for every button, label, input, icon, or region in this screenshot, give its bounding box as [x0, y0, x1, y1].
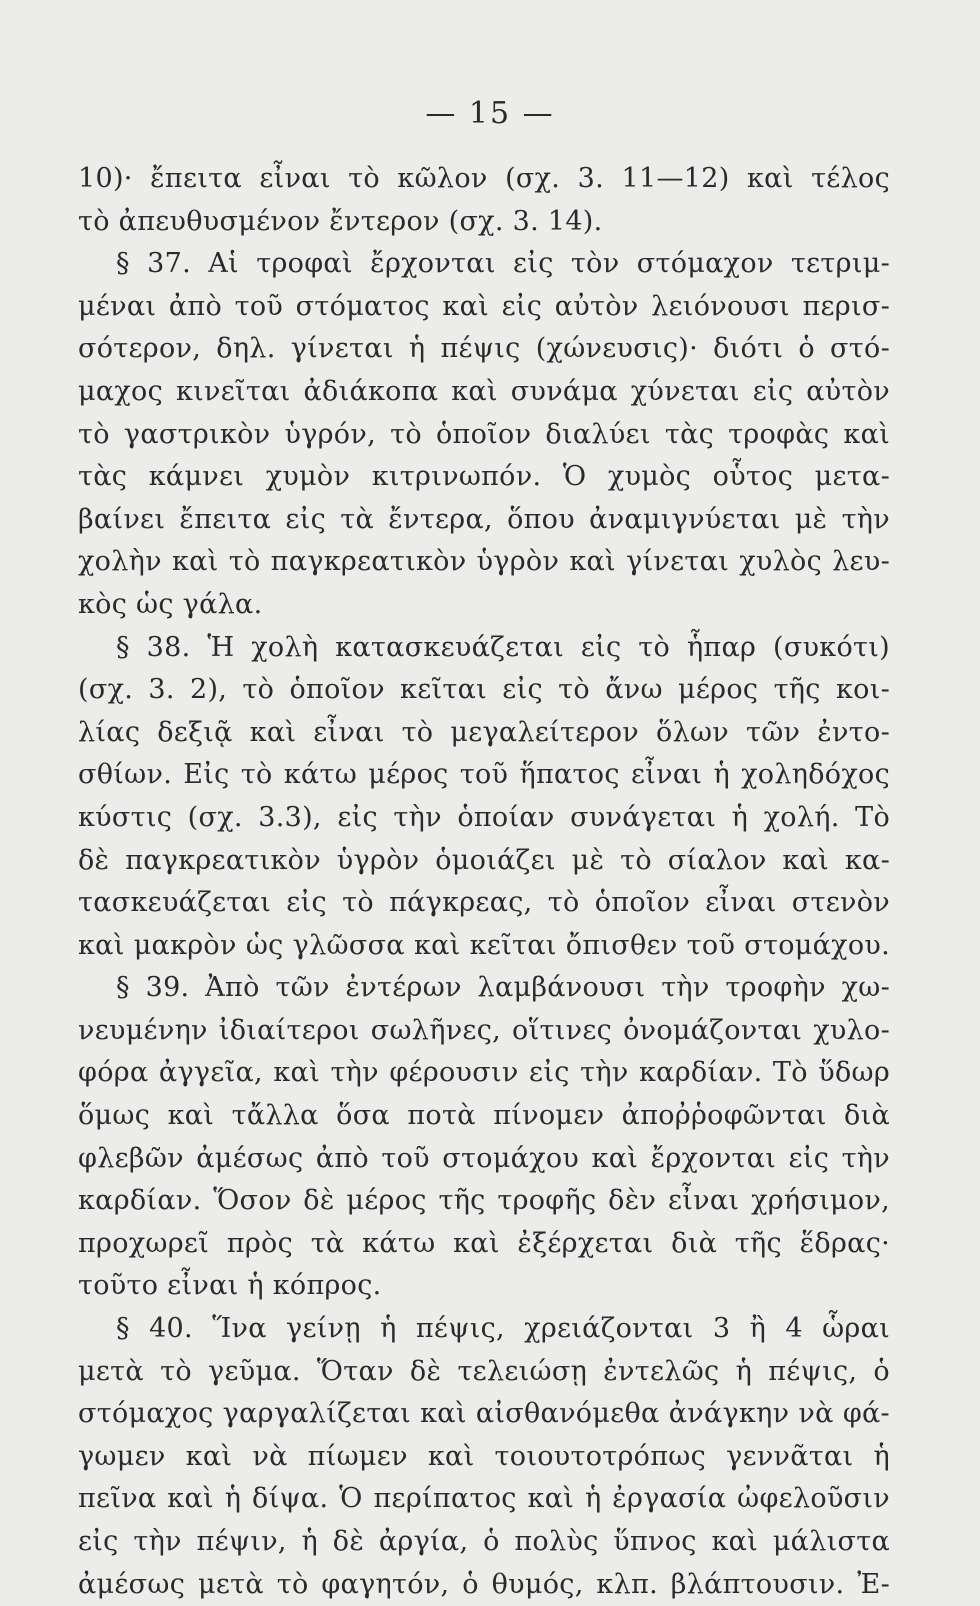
text-line: στόμαχος γαργαλίζεται καὶ αἰσθανόμεθα ἀνάγκην νὰ φά- — [78, 1398, 890, 1430]
text-line: δὲ παγκρεατικὸν ὑγρὸν ὁμοιάζει μὲ τὸ σίαλον καὶ κα- — [78, 844, 890, 876]
text-line: λίας δεξιᾷ καὶ εἶναι τὸ μεγαλείτερον ὅλων τῶν ἐντο- — [78, 716, 890, 748]
text-line: βαίνει ἔπειτα εἰς τὰ ἔντερα, ὅπου ἀναμιγνύεται μὲ τὴν — [78, 503, 890, 535]
text-line: ἀμέσως μετὰ τὸ φαγητόν, ὁ θυμός, κλπ. βλάπτουσιν. Ἐ- — [78, 1568, 890, 1600]
text-line: φλεβῶν ἀμέσως ἀπὸ τοῦ στομάχου καὶ ἔρχονται εἰς τὴν — [78, 1142, 890, 1174]
text-line: εἰς τὴν πέψιν, ἡ δὲ ἀργία, ὁ πολὺς ὕπνος καὶ μάλιστα — [78, 1526, 890, 1557]
text-line: τοῦτο εἶναι ἡ κόπρος. — [78, 1270, 382, 1302]
text-line: § 37. Αἱ τροφαὶ ἔρχονται εἰς τὸν στόμαχον τετριμ- — [116, 248, 890, 280]
text-line: σότερον, δηλ. γίνεται ἡ πέψις (χώνευσις)· διότι ὁ στό- — [78, 333, 890, 365]
text-line: νευμένην ἰδιαίτεροι σωλῆνες, οἵτινες ὀνομάζονται χυλο- — [78, 1014, 890, 1046]
text-line: μαχος κινεῖται ἀδιάκοπα καὶ συνάμα χύνεται εἰς αὐτὸν — [78, 375, 890, 407]
text-line: 10)· ἔπειτα εἶναι τὸ κῶλον (σχ. 3. 11—12) καὶ τέλος — [78, 163, 890, 194]
text-line: μέναι ἀπὸ τοῦ στόματος καὶ εἰς αὐτὸν λειόνουσι περισ- — [78, 290, 890, 322]
text-line: ὅμως καὶ τἄλλα ὅσα ποτὰ πίνομεν ἀποῤῥοφῶνται διὰ — [78, 1100, 890, 1132]
text-line: χολὴν καὶ τὸ παγκρεατικὸν ὑγρὸν καὶ γίνεται χυλὸς λευ- — [78, 546, 890, 578]
text-line: § 38. Ἡ χολὴ κατασκευάζεται εἰς τὸ ἧπαρ (συκότι) — [116, 631, 890, 663]
text-line: τὰς κάμνει χυμὸν κιτρινωπόν. Ὁ χυμὸς οὗτος μετα- — [78, 461, 890, 493]
text-line: κύστις (σχ. 3.3), εἰς τὴν ὁποίαν συνάγεται ἡ χολή. Τὸ — [78, 801, 890, 833]
text-line: (σχ. 3. 2), τὸ ὁποῖον κεῖται εἰς τὸ ἄνω μέρος τῆς κοι- — [78, 674, 890, 706]
text-line: μετὰ τὸ γεῦμα. Ὅταν δὲ τελειώσῃ ἐντελῶς ἡ πέψις, ὁ — [78, 1355, 890, 1387]
body-text — [78, 158, 890, 1606]
page-number: — 15 — — [425, 96, 555, 131]
text-line: σθίων. Εἰς τὸ κάτω μέρος τοῦ ἥπατος εἶναι ἡ χοληδόχος — [78, 759, 890, 791]
text-line: τὸ ἀπευθυσμένον ἔντερον (σχ. 3. 14). — [78, 205, 603, 237]
text-line: κὸς ὡς γάλα. — [78, 588, 263, 620]
text-line: πεῖνα καὶ ἡ δίψα. Ὁ περίπατος καὶ ἡ ἐργασία ὠφελοῦσιν — [78, 1483, 890, 1515]
text-line: καὶ μακρὸν ὡς γλῶσσα καὶ κεῖται ὄπισθεν τοῦ στομάχου. — [78, 929, 890, 961]
text-line: § 40. Ἵνα γείνῃ ἡ πέψις, χρειάζονται 3 ἢ 4 ὧραι — [116, 1313, 890, 1345]
text-line: προχωρεῖ πρὸς τὰ κάτω καὶ ἐξέρχεται διὰ τῆς ἕδρας· — [78, 1227, 890, 1259]
text-line: καρδίαν. Ὅσον δὲ μέρος τῆς τροφῆς δὲν εἶναι χρήσιμον, — [78, 1185, 890, 1217]
text-line: τὸ γαστρικὸν ὑγρόν, τὸ ὁποῖον διαλύει τὰς τροφὰς καὶ — [78, 418, 890, 450]
text-line: φόρα ἀγγεῖα, καὶ τὴν φέρουσιν εἰς τὴν καρδίαν. Τὸ ὕδωρ — [78, 1057, 890, 1089]
text-line: γωμεν καὶ νὰ πίωμεν καὶ τοιουτοτρόπως γεννᾶται ἡ — [78, 1440, 890, 1472]
text-line: τασκευάζεται εἰς τὸ πάγκρεας, τὸ ὁποῖον εἶναι στενὸν — [78, 887, 890, 919]
text-line: § 39. Ἀπὸ τῶν ἐντέρων λαμβάνουσι τὴν τροφὴν χω- — [116, 972, 890, 1004]
